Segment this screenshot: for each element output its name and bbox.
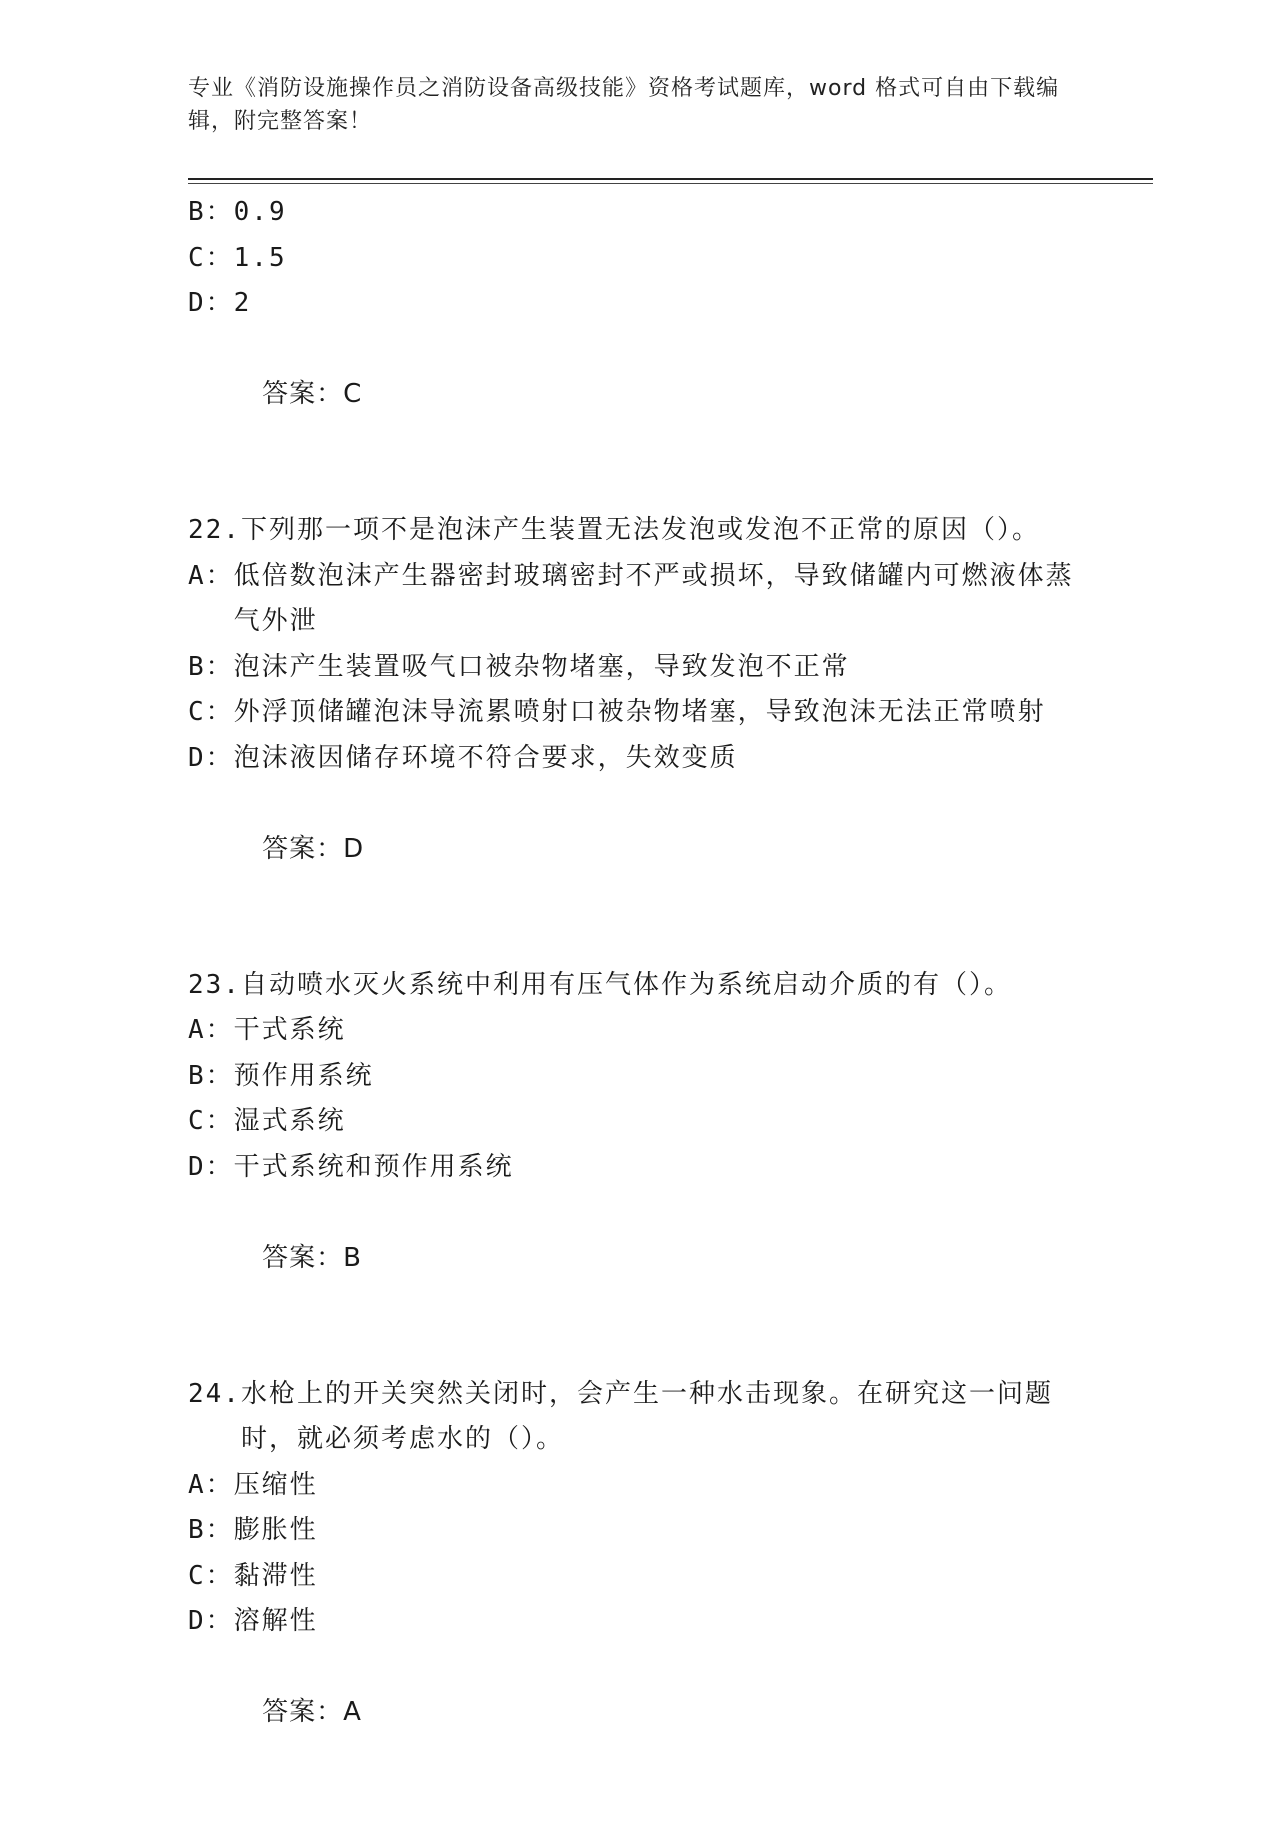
question-23	[188, 963, 1088, 1327]
option-text: 1.5	[233, 242, 287, 273]
carryover-block	[188, 190, 1088, 463]
option-text: 低倍数泡沫产生器密封玻璃密封不严或损坏，导致储罐内可燃液体蒸气外泄	[233, 560, 1074, 636]
answer-value: A	[343, 1697, 362, 1727]
option-key: A：	[188, 1015, 234, 1045]
option-text: 干式系统和预作用系统	[233, 1151, 514, 1182]
option-text: 溶解性	[233, 1606, 318, 1636]
option-text: 干式系统	[233, 1015, 346, 1045]
option-d	[188, 1145, 1088, 1191]
answer-value: C	[343, 379, 363, 409]
option-b	[188, 645, 1088, 691]
option-text: 泡沫产生装置吸气口被杂物堵塞，导致发泡不正常	[233, 651, 850, 682]
header-rule-thick	[188, 178, 1153, 180]
answer-label: 答案：	[262, 379, 344, 409]
question-stem	[188, 963, 1088, 1009]
option-key: D：	[188, 742, 234, 773]
option-key: C：	[188, 697, 234, 727]
question-24	[188, 1372, 1088, 1782]
question-text: 水枪上的开关突然关闭时，会产生一种水击现象。在研究这一问题时，就必须考虑水的（）。	[240, 1378, 1053, 1454]
option-text: 黏滞性	[233, 1560, 318, 1591]
answer-label: 答案：	[262, 1697, 344, 1727]
answer-line	[188, 781, 1088, 918]
answer-label: 答案：	[262, 833, 344, 864]
page-header: 专业《消防设施操作员之消防设备高级技能》资格考试题库，word 格式可自由下载编辑，附完整答案！	[188, 76, 1060, 134]
option-key: A：	[188, 560, 234, 591]
option-text: 湿式系统	[233, 1106, 346, 1136]
question-number: 24.	[188, 1378, 241, 1409]
question-number: 23.	[188, 969, 241, 1000]
option-text: 膨胀性	[233, 1515, 318, 1545]
option-key: C：	[188, 242, 234, 273]
option-key: B：	[188, 651, 234, 682]
option-d	[188, 736, 1088, 782]
option-text: 预作用系统	[233, 1060, 374, 1091]
option-text: 2	[233, 288, 252, 318]
answer-line	[188, 327, 1088, 464]
option-a	[188, 1463, 1088, 1509]
question-text: 自动喷水灭火系统中利用有压气体作为系统启动介质的有（）。	[240, 969, 1012, 1000]
option-key: D：	[188, 1606, 234, 1636]
option-c	[188, 1554, 1088, 1600]
option-key: A：	[188, 1469, 234, 1500]
answer-line	[188, 1190, 1088, 1327]
option-key: B：	[188, 1515, 234, 1545]
option-key: B：	[188, 197, 234, 227]
question-content	[188, 190, 1088, 1826]
option-key: D：	[188, 288, 234, 318]
option-key: D：	[188, 1151, 234, 1182]
option-d	[188, 1599, 1088, 1645]
option-b	[188, 190, 1088, 236]
question-stem	[188, 1372, 1088, 1463]
option-text: 外浮顶储罐泡沫导流累喷射口被杂物堵塞，导致泡沫无法正常喷射	[233, 697, 1046, 727]
answer-value: D	[343, 833, 365, 864]
question-number: 22.	[188, 515, 241, 545]
header-rule-thin	[188, 183, 1153, 184]
answer-value: B	[343, 1242, 362, 1273]
option-key: C：	[188, 1560, 234, 1591]
option-c	[188, 690, 1088, 736]
question-text: 下列那一项不是泡沫产生装置无法发泡或发泡不正常的原因（）。	[240, 515, 1040, 545]
option-key: C：	[188, 1106, 234, 1136]
option-a	[188, 1008, 1088, 1054]
option-a	[188, 554, 1088, 645]
option-d	[188, 281, 1088, 327]
option-c	[188, 1099, 1088, 1145]
option-c	[188, 236, 1088, 282]
option-b	[188, 1508, 1088, 1554]
question-stem	[188, 508, 1088, 554]
option-text: 0.9	[233, 197, 287, 227]
answer-label: 答案：	[262, 1242, 344, 1273]
option-text: 泡沫液因储存环境不符合要求，失效变质	[233, 742, 738, 773]
option-text: 压缩性	[233, 1469, 318, 1500]
option-b	[188, 1054, 1088, 1100]
answer-line	[188, 1645, 1088, 1782]
question-22	[188, 508, 1088, 918]
option-key: B：	[188, 1060, 234, 1091]
